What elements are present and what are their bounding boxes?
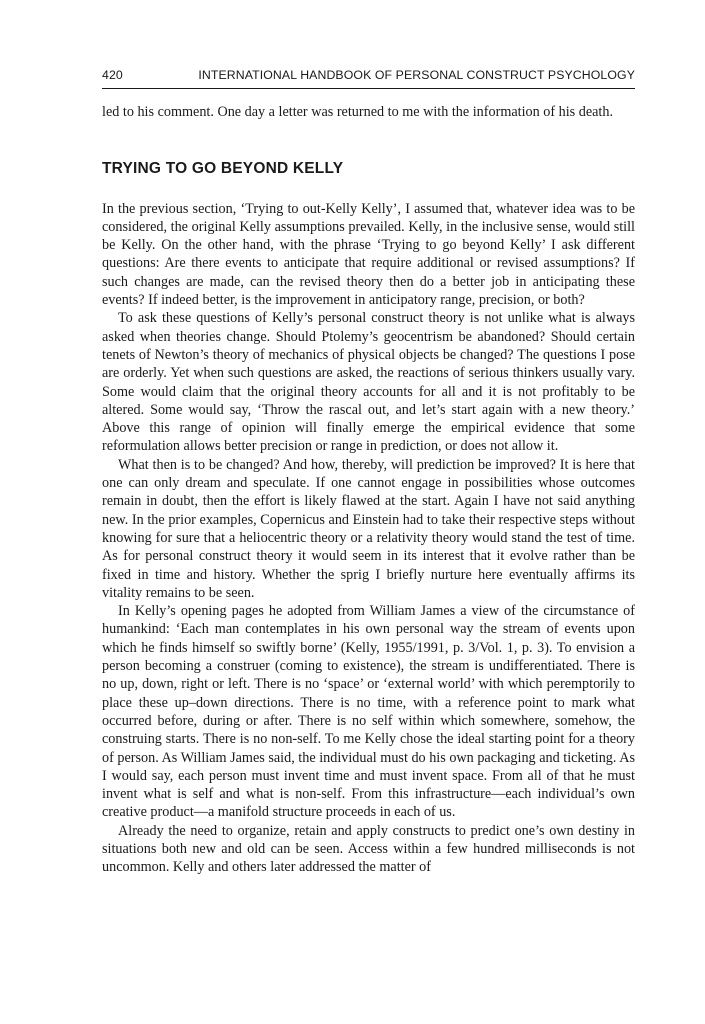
body-paragraph: What then is to be changed? And how, thereby, will prediction be improved? It is here that one can only dream and speculate. If one cannot engage in possibilities whose outcomes remain in doubt, then the effort is likely flawed at the start. Again I have not said anything new. In the prior examples, Copernicus and Einstein had to take their respective steps without knowing for sure that a heliocentric theory or a relativity theory would stand the test of time. As for personal construct theory it would seem in its interest that it evolve rather than be fixed in time and history. Whether the sprig I briefly nurture here eventually affirms its vitality remains to be seen. [102, 456, 635, 601]
page-number: 420 [102, 68, 123, 82]
body-paragraph: In Kelly’s opening pages he adopted from William James a view of the circumstance of humankind: ‘Each man contemplates in his own personal way the stream of events upon which he finds himself so swiftly borne’ (Kelly, 1955/1991, p. 3/Vol. 1, p. 3). To envision a person becoming a construer (coming to existence), the stream is undifferentiated. There is no up, down, right or left. There is no ‘space’ or ‘external world’ with which peremptorily to place these up–down directions. There is no time, with a reference point to mark what occurred before, during or after. There is no self within which somewhere, somehow, the construing starts. There is no non-self. To me Kelly chose the ideal starting point for a theory of person. As William James said, the individual must do his own packaging and ticketing. As I would say, each person must invent time and must invent space. From all of that he must invent what is self and what is non-self. From this infrastructure—each individual’s own creative product—a manifold structure proceeds in each of us. [102, 603, 635, 821]
running-header [102, 66, 635, 86]
body-paragraph: Already the need to organize, retain and apply constructs to predict one’s own destiny in situations both new and old can be seen. Access within a few hundred milliseconds is not uncommon. Kelly and others later addressed the matter of [102, 822, 635, 876]
body-paragraph: In the previous section, ‘Trying to out-Kelly Kelly’, I assumed that, whatever idea was to be considered, the original Kelly assumptions prevailed. Kelly, in the inclusive sense, would still be Kelly. On the other hand, with the phrase ‘Trying to go beyond Kelly’ I ask different questions: Are there events to anticipate that require additional or revised assumptions? If such changes are made, can the revised theory then do a better job in anticipating these events? If indeed better, is the improvement in anticipatory range, precision, or both? [102, 200, 635, 309]
header-rule [102, 88, 635, 89]
continuation-paragraph: led to his comment. One day a letter was returned to me with the information of his death. [102, 104, 614, 120]
body-paragraph: To ask these questions of Kelly’s personal construct theory is not unlike what is always asked when theories change. Should Ptolemy’s geocentrism be abandoned? Should certain tenets of Newton’s theory of mechanics of physical objects be changed? The questions I pose are orderly. Yet when such questions are asked, the reactions of serious thinkers usually vary. Some would claim that the original theory accounts for all and it is not profitably to be altered. Some would say, ‘Throw the rascal out, and let’s start again with a new theory.’ Above this range of opinion will finally emerge the empirical evidence that some reformulation allows better precision or range in prediction, or does not allow it. [102, 310, 635, 455]
page-body [102, 103, 635, 877]
running-header-title: INTERNATIONAL HANDBOOK OF PERSONAL CONSTRUCT PSYCHOLOGY [198, 68, 635, 82]
section-heading: TRYING TO GO BEYOND KELLY [102, 160, 344, 178]
